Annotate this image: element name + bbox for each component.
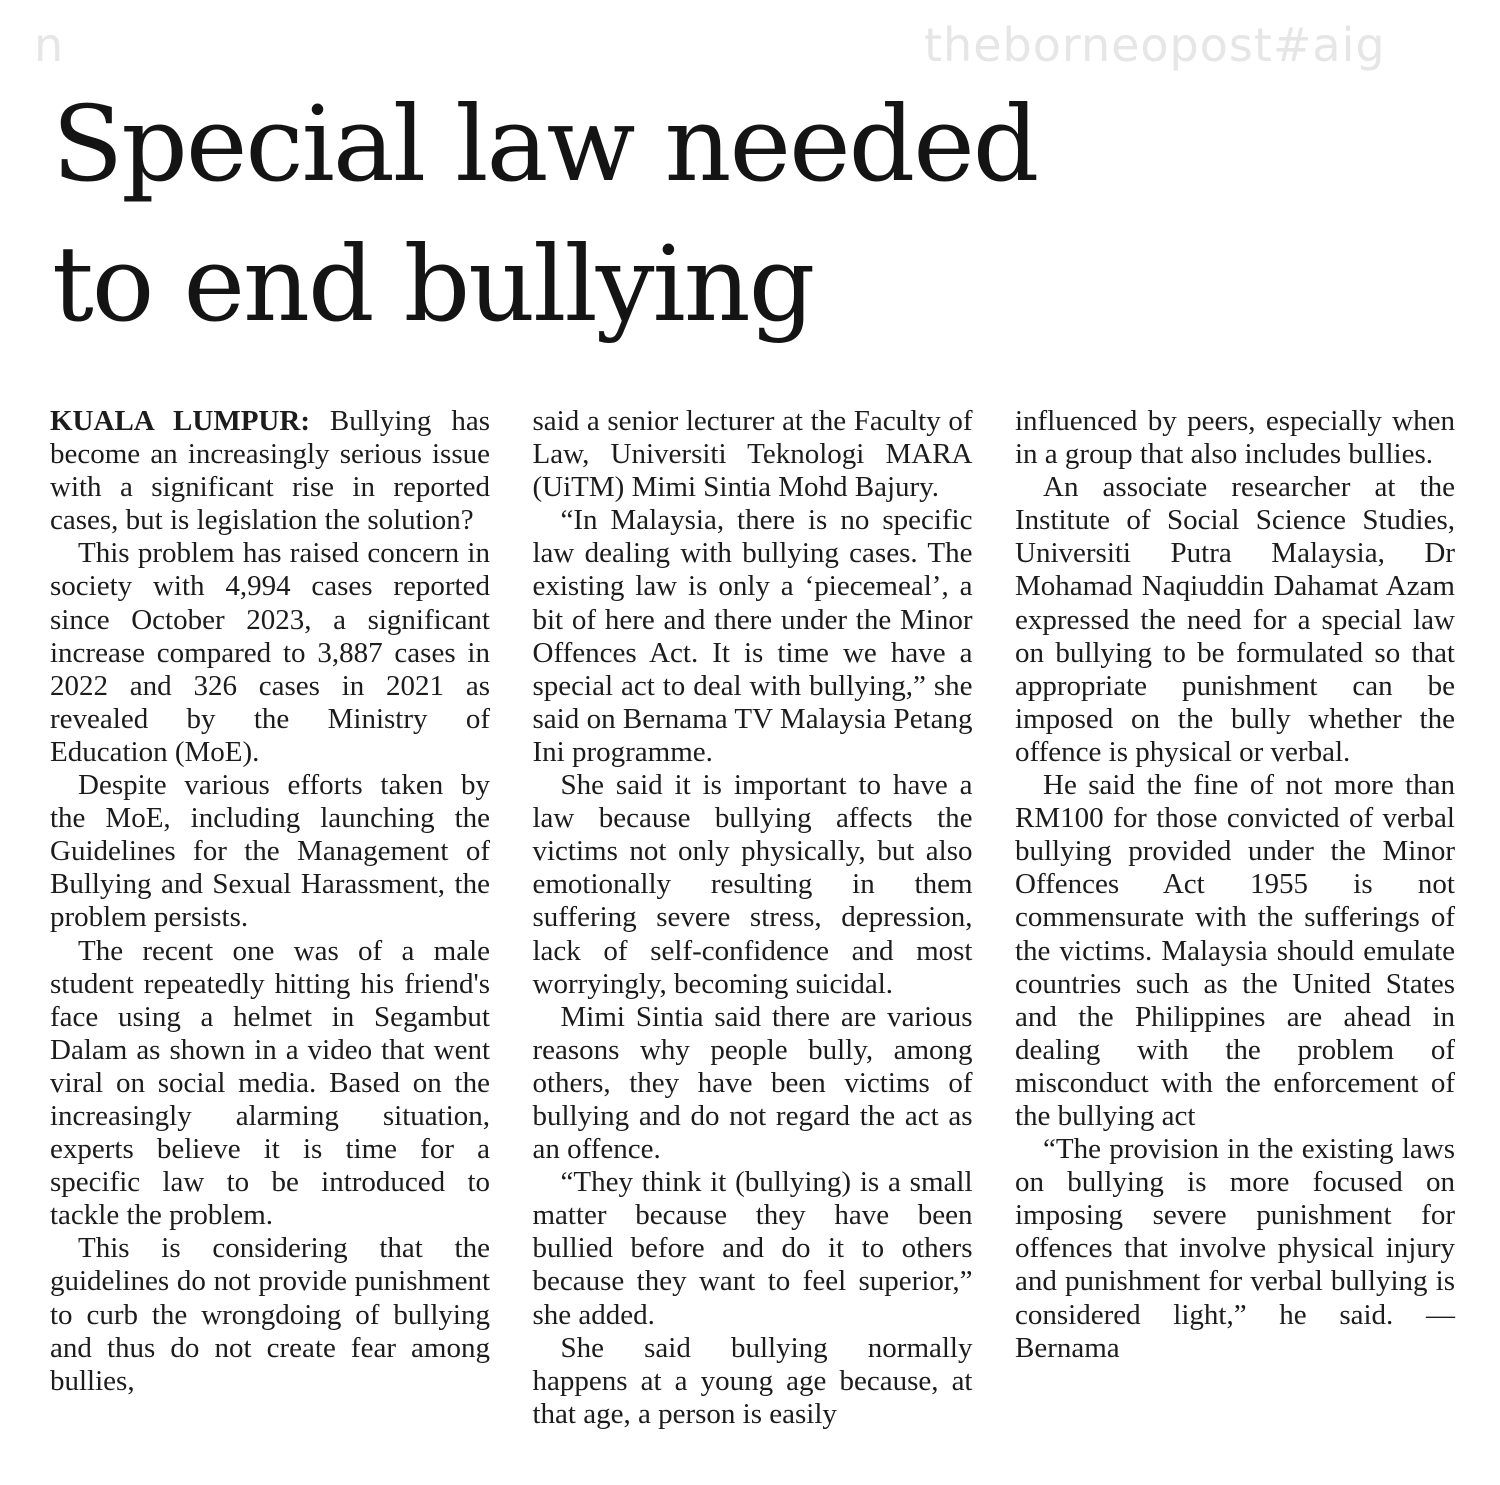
paragraph: “They think it (bullying) is a small matter because they have been bullied before and do it to others because they want to feel superior,” she added. (532, 1166, 973, 1331)
column-2 (533, 405, 973, 1431)
paragraph: This is considering that the guidelines do not provide punishment to curb the wrongdoing of bullying and thus do not create fear among bullies, (50, 1232, 490, 1397)
paragraph (50, 405, 490, 537)
paragraph: The recent one was of a male student repeatedly hitting his friend's face using a helmet in Segambut Dalam as shown in a video that went viral on social media. Based on the increasingly alarming situation, experts believe it is time for a specific law to be introduced to tackle the problem. (50, 934, 490, 1232)
corner-mark: n (34, 18, 64, 72)
paragraph: She said bullying normally happens at a young age because, at that age, a person is easily (532, 1331, 973, 1430)
column-3 (1015, 405, 1455, 1431)
headline-line-1: Special law needed (52, 83, 1038, 205)
paragraph: “The provision in the existing laws on bullying is more focused on imposing severe punishment for offences that involve physical injury and punishment for verbal bullying is considered light,” he said. — Bernama (1015, 1133, 1455, 1364)
paragraph: An associate researcher at the Institute of Social Science Studies, Universiti Putra Malaysia, Dr Mohamad Naqiuddin Dahamat Azam expressed the need for a special law on bullying to be formulated so that appropriate punishment can be imposed on the bully whether the offence is physical or verbal. (1015, 471, 1455, 768)
column-1 (50, 405, 490, 1431)
dateline: KUALA LUMPUR: (50, 405, 310, 437)
paragraph: He said the fine of not more than RM100 for those convicted of verbal bullying provided under the Minor Offences Act 1955 is not commensurate with the sufferings of the victims. Malaysia should emulate countries such as the United States and the Philippines are ahead in dealing with the problem of misconduct with the enforcement of the bullying act (1015, 769, 1455, 1132)
headline-line-2: to end bullying (52, 223, 814, 345)
paragraph: This problem has raised concern in society with 4,994 cases reported since October 2023, a significant increase compared to 3,887 cases in 2022 and 326 cases in 2021 as revealed by the Ministry of Education (MoE). (50, 537, 490, 768)
article-body (50, 405, 1455, 1431)
paragraph: Despite various efforts taken by the MoE, including launching the Guidelines for the Management of Bullying and Sexual Harassment, the problem persists. (50, 769, 490, 934)
headline (52, 74, 1452, 354)
publication-watermark: theborneopost#aig (924, 18, 1386, 72)
paragraph: Mimi Sintia said there are various reasons why people bully, among others, they have been victims of bullying and do not regard the act as an offence. (532, 1000, 973, 1166)
paragraph: “In Malaysia, there is no specific law dealing with bullying cases. The existing law is only a ‘piecemeal’, a bit of here and there under the Minor Offences Act. It is time we have a special act to deal with bullying,” she said on Bernama TV Malaysia Petang Ini programme. (532, 504, 973, 768)
paragraph: said a senior lecturer at the Faculty of Law, Universiti Teknologi MARA (UiTM) Mimi Sintia Mohd Bajury. (532, 405, 973, 504)
paragraph: She said it is important to have a law because bullying affects the victims not only physically, but also emotionally resulting in them suffering severe stress, depression, lack of self-confidence and most worryingly, becoming suicidal. (532, 769, 973, 1000)
paragraph: influenced by peers, especially when in a group that also includes bullies. (1015, 405, 1455, 471)
lead-text: Bullying has become an increasingly serious issue with a significant rise in reported cases, but is legislation the solution? (50, 405, 491, 537)
